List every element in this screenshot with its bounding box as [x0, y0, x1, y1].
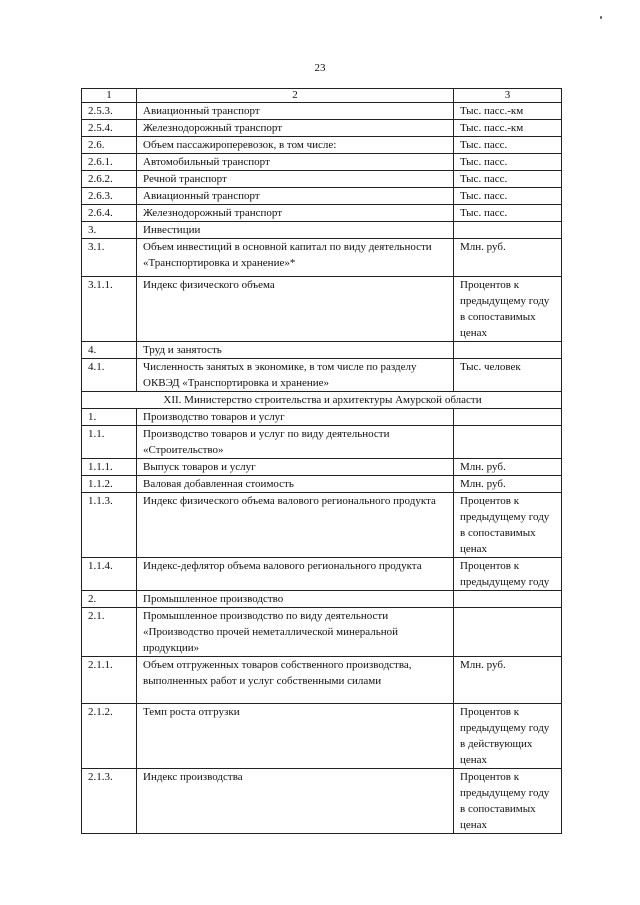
table-row [82, 426, 562, 459]
row-indicator: Объем инвестиций в основной капитал по виду деятельности «Транспортировка и хранение»* [137, 239, 454, 277]
row-indicator: Выпуск товаров и услуг [137, 459, 454, 476]
row-number: 3.1.1. [82, 277, 137, 342]
table-row [82, 205, 562, 222]
row-indicator: Труд и занятость [137, 342, 454, 359]
row-number: 2.6.2. [82, 171, 137, 188]
row-unit: Млн. руб. [454, 459, 562, 476]
row-number: 2.1.2. [82, 704, 137, 769]
row-unit: Процентов к предыдущему году [454, 558, 562, 591]
row-number: 2.6.4. [82, 205, 137, 222]
row-unit: Тыс. пасс. [454, 171, 562, 188]
table-row [82, 342, 562, 359]
table-row [82, 277, 562, 342]
table-row [82, 171, 562, 188]
row-indicator: Индекс-дефлятор объема валового регионального продукта [137, 558, 454, 591]
row-unit [454, 591, 562, 608]
section-title: XII. Министерство строительства и архитектуры Амурской области [82, 392, 562, 409]
row-indicator: Валовая добавленная стоимость [137, 476, 454, 493]
row-number: 2.6.3. [82, 188, 137, 205]
row-unit [454, 222, 562, 239]
row-unit: Процентов к предыдущему году в сопоставимых ценах [454, 493, 562, 558]
row-number: 1.1.1. [82, 459, 137, 476]
table-row [82, 558, 562, 591]
table-row [82, 459, 562, 476]
row-unit: Процентов к предыдущему году в сопоставимых ценах [454, 277, 562, 342]
row-number: 3. [82, 222, 137, 239]
row-unit: Тыс. пасс. [454, 154, 562, 171]
row-unit: Тыс. пасс.-км [454, 103, 562, 120]
row-number: 2.5.3. [82, 103, 137, 120]
row-indicator: Речной транспорт [137, 171, 454, 188]
header-col-2: 2 [137, 89, 454, 103]
row-unit [454, 342, 562, 359]
row-indicator: Объем пассажироперевозок, в том числе: [137, 137, 454, 154]
indicators-table [81, 88, 562, 834]
row-indicator: Индекс физического объема валового регионального продукта [137, 493, 454, 558]
table-row [82, 476, 562, 493]
table-row [82, 154, 562, 171]
section-row [82, 392, 562, 409]
row-unit: Тыс. человек [454, 359, 562, 392]
table-row [82, 493, 562, 558]
row-indicator: Промышленное производство [137, 591, 454, 608]
row-number: 4.1. [82, 359, 137, 392]
row-unit: Млн. руб. [454, 239, 562, 277]
table-row [82, 608, 562, 657]
row-unit: Тыс. пасс. [454, 137, 562, 154]
row-indicator: Автомобильный транспорт [137, 154, 454, 171]
header-col-3: 3 [454, 89, 562, 103]
row-indicator: Авиационный транспорт [137, 103, 454, 120]
row-number: 3.1. [82, 239, 137, 277]
table-row [82, 359, 562, 392]
row-indicator: Производство товаров и услуг по виду деятельности «Строительство» [137, 426, 454, 459]
row-number: 1.1. [82, 426, 137, 459]
table-row [82, 409, 562, 426]
table-row [82, 103, 562, 120]
row-number: 2.6. [82, 137, 137, 154]
row-indicator: Индекс производства [137, 769, 454, 834]
row-indicator: Темп роста отгрузки [137, 704, 454, 769]
header-col-1: 1 [82, 89, 137, 103]
row-indicator: Индекс физического объема [137, 277, 454, 342]
scan-speck [600, 16, 602, 19]
table-row [82, 657, 562, 704]
row-indicator: Промышленное производство по виду деятельности «Производство прочей неметаллической минеральной продукции» [137, 608, 454, 657]
row-indicator: Производство товаров и услуг [137, 409, 454, 426]
row-indicator: Инвестиции [137, 222, 454, 239]
row-unit [454, 426, 562, 459]
row-indicator: Железнодорожный транспорт [137, 205, 454, 222]
table-row [82, 137, 562, 154]
row-number: 4. [82, 342, 137, 359]
row-indicator: Железнодорожный транспорт [137, 120, 454, 137]
table-header-row [82, 89, 562, 103]
row-number: 2. [82, 591, 137, 608]
row-number: 1.1.2. [82, 476, 137, 493]
row-indicator: Численность занятых в экономике, в том числе по разделу ОКВЭД «Транспортировка и хранение» [137, 359, 454, 392]
row-number: 2.1. [82, 608, 137, 657]
row-unit [454, 608, 562, 657]
row-number: 1.1.3. [82, 493, 137, 558]
table-row [82, 704, 562, 769]
row-number: 1.1.4. [82, 558, 137, 591]
row-unit: Тыс. пасс.-км [454, 120, 562, 137]
row-unit: Млн. руб. [454, 476, 562, 493]
row-number: 2.5.4. [82, 120, 137, 137]
row-number: 2.6.1. [82, 154, 137, 171]
row-unit: Тыс. пасс. [454, 188, 562, 205]
row-number: 2.1.1. [82, 657, 137, 704]
page-number: 23 [314, 62, 326, 74]
row-unit: Процентов к предыдущему году в сопоставимых ценах [454, 769, 562, 834]
row-number: 1. [82, 409, 137, 426]
row-unit: Процентов к предыдущему году в действующих ценах [454, 704, 562, 769]
row-indicator: Авиационный транспорт [137, 188, 454, 205]
table-row [82, 222, 562, 239]
row-unit: Млн. руб. [454, 657, 562, 704]
row-unit [454, 409, 562, 426]
table-row [82, 120, 562, 137]
table-row [82, 769, 562, 834]
row-number: 2.1.3. [82, 769, 137, 834]
row-unit: Тыс. пасс. [454, 205, 562, 222]
row-indicator: Объем отгруженных товаров собственного производства, выполненных работ и услуг собственными силами [137, 657, 454, 704]
table-row [82, 239, 562, 277]
table-row [82, 591, 562, 608]
table-row [82, 188, 562, 205]
